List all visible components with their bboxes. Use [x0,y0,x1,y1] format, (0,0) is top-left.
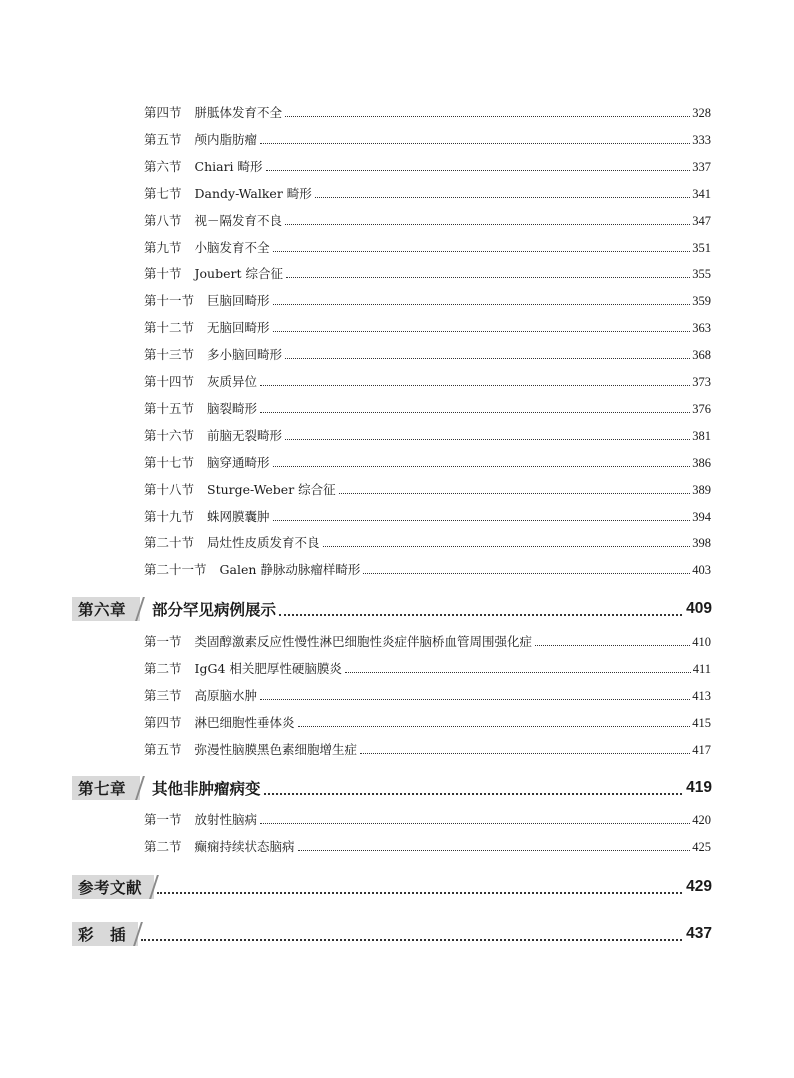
entry-page: 333 [692,132,711,147]
entry-number: 第五节 [144,741,182,757]
entry-number: 第十七节 [144,454,195,470]
leader-dots [279,614,682,616]
references-page: 429 [686,878,712,895]
toc-entry[interactable] [144,209,711,229]
toc-entry[interactable] [144,531,711,551]
toc-entry[interactable] [144,657,711,677]
chapter-title: 其他非肿瘤病变 [152,780,261,798]
leader-dots [315,197,690,198]
entry-number: 第十节 [144,266,182,282]
chapter-label: 第七章 [72,776,140,800]
leader-dots [260,385,690,386]
toc-entry[interactable] [144,101,711,121]
entry-page: 351 [692,240,711,255]
leader-dots [286,277,690,278]
references-label: 参考文献 [72,875,154,899]
leader-dots [264,793,683,795]
entry-page: 420 [692,813,711,827]
leader-dots [363,573,690,574]
toc-entry[interactable] [144,424,711,444]
entry-number: 第十八节 [144,481,195,497]
toc-entry[interactable] [144,316,711,336]
entry-title: 脑裂畸形 [207,400,258,416]
toc-entry[interactable] [144,738,711,758]
entry-number: 第十一节 [144,293,195,309]
entry-page: 417 [692,742,711,757]
entry-title: 多小脑回畸形 [207,347,283,363]
entry-page: 415 [692,715,711,730]
entry-page: 373 [692,375,711,389]
leader-dots [535,645,690,646]
entry-page: 425 [692,839,711,854]
entry-title: 局灶性皮质发育不良 [207,535,320,551]
entry-number: 第一节 [144,812,182,827]
entry-number: 第十六节 [144,427,195,443]
entry-title: IgG4 相关肥厚性硬脑膜炎 [194,660,342,676]
entry-number: 第十二节 [144,320,195,336]
entry-page: 328 [692,106,711,120]
leader-dots [260,699,690,700]
entry-number: 第九节 [144,239,182,255]
entry-title: Sturge-Weber 综合征 [207,481,336,497]
leader-dots [157,892,682,894]
plates-page: 437 [686,925,712,942]
toc-entry[interactable] [144,451,711,471]
leader-dots [285,224,690,225]
entry-page: 410 [692,635,711,649]
toc-entry[interactable] [144,236,711,256]
entry-page: 398 [692,536,711,551]
entry-page: 363 [692,321,711,336]
toc-entry[interactable] [144,684,711,704]
toc-entry[interactable] [144,397,711,417]
entry-title: Galen 静脉动脉瘤样畸形 [219,562,361,578]
leader-dots [360,753,690,754]
entry-title: 颅内脂肪瘤 [194,131,258,147]
leader-dots [260,823,690,824]
toc-entry[interactable] [144,370,711,390]
entry-title: 高原脑水肿 [194,687,258,703]
entry-number: 第七节 [144,185,182,201]
toc-entry[interactable] [144,155,711,175]
toc-entry[interactable] [144,289,711,309]
entry-number: 第六节 [144,158,182,174]
entry-page: 341 [692,186,711,201]
toc-entry[interactable] [144,630,711,650]
toc-entry[interactable] [144,835,711,855]
entry-number: 第十三节 [144,347,195,363]
leader-dots [298,726,691,727]
chapter-title: 部分罕见病例展示 [152,601,277,619]
entry-page: 411 [692,661,711,676]
leader-dots [345,672,691,673]
chapter-page: 419 [686,779,712,796]
leader-dots [141,939,682,941]
toc-entry[interactable] [144,262,711,282]
leader-dots [260,143,690,144]
entry-title: 视－隔发育不良 [194,212,283,228]
leader-dots [285,439,690,440]
entry-title: 淋巴细胞性垂体炎 [194,714,295,730]
toc-entry[interactable] [144,808,711,828]
entry-title: Joubert 综合征 [194,266,283,282]
entry-title: Chiari 畸形 [194,158,263,174]
entry-title: 脑穿通畸形 [207,454,270,470]
entry-number: 第四节 [144,714,182,730]
toc-entry[interactable] [144,711,711,731]
toc-entry[interactable] [144,128,711,148]
toc-entry[interactable] [144,343,711,363]
leader-dots [273,331,691,332]
entry-number: 第五节 [144,131,182,147]
entry-page: 381 [692,428,711,443]
chapter-label: 第六章 [72,597,140,621]
chapter-page: 409 [686,600,712,617]
leader-dots [298,850,691,851]
entry-title: 癫痫持续状态脑病 [194,838,295,854]
leader-dots [273,520,691,521]
entry-number: 第四节 [144,105,182,120]
entry-number: 第十五节 [144,400,195,416]
entry-number: 第二节 [144,838,182,854]
entry-title: 巨脑回畸形 [207,293,270,309]
entry-page: 394 [692,509,711,524]
leader-dots [285,358,690,359]
entry-number: 第十四节 [144,374,195,389]
entry-page: 376 [692,401,711,416]
toc-entry[interactable] [144,558,711,578]
entry-title: 小脑发育不全 [194,239,270,255]
entry-number: 第二十节 [144,535,195,551]
entry-page: 347 [692,213,711,228]
leader-dots [273,466,691,467]
toc-references[interactable] [72,874,712,900]
entry-title: 类固醇激素反应性慢性淋巴细胞性炎症伴脑桥血管周围强化症 [194,634,533,649]
leader-dots [273,251,691,252]
entry-page: 337 [692,159,711,174]
entry-title: Dandy-Walker 畸形 [194,185,312,201]
entry-title: 灰质异位 [207,374,258,389]
entry-page: 386 [692,455,711,470]
entry-page: 403 [692,563,711,578]
toc-color-plates[interactable] [72,921,712,947]
toc-chapter-6[interactable] [72,596,712,622]
entry-number: 第二十一节 [144,562,207,578]
entry-number: 第一节 [144,634,182,649]
entry-number: 第二节 [144,660,182,676]
plates-label: 彩 插 [72,922,138,946]
entry-page: 389 [692,482,711,497]
leader-dots [273,304,691,305]
toc-entry[interactable] [144,478,711,498]
leader-dots [266,170,691,171]
entry-page: 413 [692,688,711,703]
entry-title: 弥漫性脑膜黑色素细胞增生症 [194,741,358,757]
entry-number: 第三节 [144,687,182,703]
toc-entry[interactable] [144,505,711,525]
entry-page: 359 [692,294,711,309]
entry-page: 355 [692,267,711,282]
entry-title: 无脑回畸形 [207,320,270,336]
entry-title: 胼胝体发育不全 [194,105,283,120]
entry-title: 蛛网膜囊肿 [207,508,270,524]
entry-page: 368 [692,348,711,363]
entry-title: 放射性脑病 [194,812,258,827]
leader-dots [323,546,691,547]
leader-dots [260,412,690,413]
leader-dots [285,116,690,117]
entry-number: 第八节 [144,212,182,228]
leader-dots [339,493,691,494]
entry-title: 前脑无裂畸形 [207,427,283,443]
entry-number: 第十九节 [144,508,195,524]
toc-entry[interactable] [144,182,711,202]
toc-chapter-7[interactable] [72,775,712,801]
